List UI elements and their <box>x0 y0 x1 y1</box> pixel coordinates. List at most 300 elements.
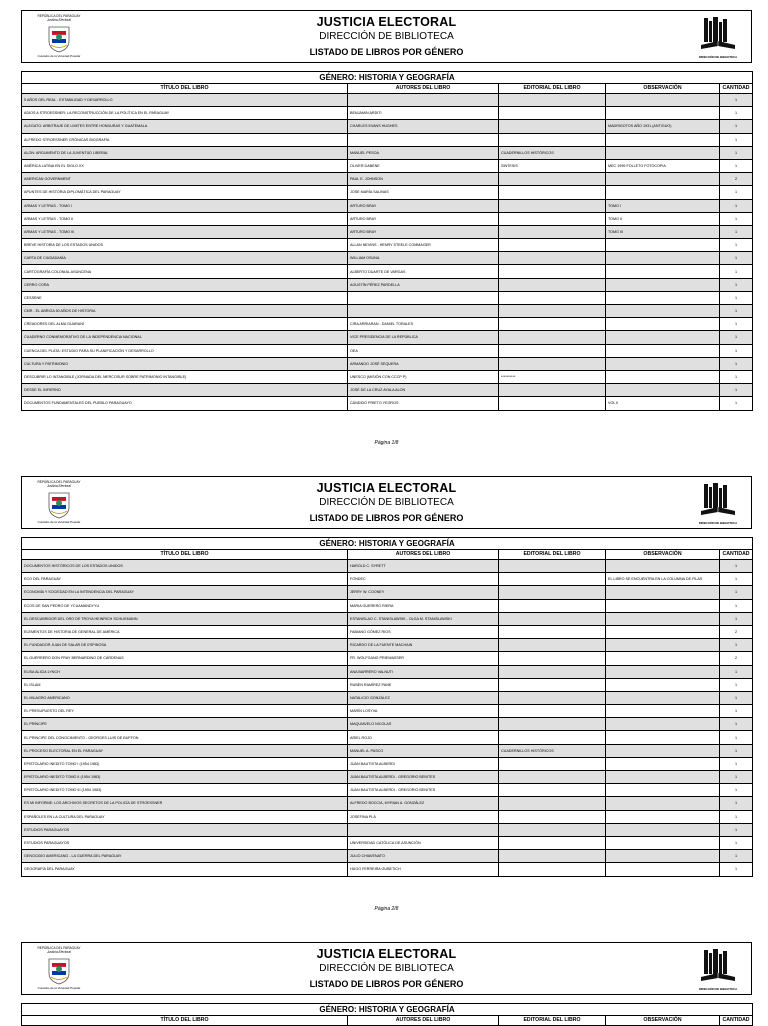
book-quantity-cell: 1 <box>720 639 753 652</box>
table-row <box>22 757 753 770</box>
book-title-cell: DOCUMENTOS FUNDAMENTALES DEL PUEBLO PARAGUAYO <box>22 397 348 410</box>
book-quantity-cell: 1 <box>720 863 753 876</box>
books-table <box>21 1003 753 1026</box>
book-title-cell: DESDE EL INFIERNO <box>22 384 348 397</box>
book-publisher-cell <box>499 639 606 652</box>
page-header <box>21 476 752 529</box>
book-quantity-cell: 1 <box>720 823 753 836</box>
book-observation-cell: TOMO I <box>606 199 720 212</box>
book-observation-cell <box>606 718 720 731</box>
page-number: Página 1/8 <box>374 440 399 446</box>
book-title-cell: EL GUERRERO DON FRAY BERNARDINO DE CÁRDENAS <box>22 652 348 665</box>
page-1 <box>21 10 752 446</box>
library-logo-caption: DIRECCIÓN DE BIBLIOTECA <box>698 987 738 991</box>
table-row <box>22 199 753 212</box>
book-title-cell: ARMAS Y LETRAS - TOMO I <box>22 199 348 212</box>
book-observation-cell <box>606 652 720 665</box>
book-publisher-cell <box>499 823 606 836</box>
book-publisher-cell <box>499 652 606 665</box>
book-observation-cell <box>606 639 720 652</box>
logo-institution: Justicia Electoral <box>47 484 71 488</box>
book-title-cell: ELEMENTOS DE HISTORIA DE GENERAL DE AMÉRICA <box>22 625 348 638</box>
table-row <box>22 265 753 278</box>
book-title-cell: ES MI INFORME: LOS ARCHIVOS SECRETOS DE LA POLICÍA DE STROESSNER <box>22 797 348 810</box>
book-quantity-cell: 1 <box>720 212 753 225</box>
book-quantity-cell: 2 <box>720 173 753 186</box>
book-publisher-cell <box>499 573 606 586</box>
book-authors-cell: MARIA GUERERO RIERA <box>348 599 499 612</box>
book-observation-cell <box>606 318 720 331</box>
book-authors-cell <box>348 305 499 318</box>
book-title-cell: CUENCA DEL PLATA: ESTUDIO PARA SU PLANIFICACIÓN Y DESARROLLO <box>22 344 348 357</box>
book-authors-cell <box>348 94 499 107</box>
book-observation-cell <box>606 239 720 252</box>
book-authors-cell: FABIANO GÓMEZ RIOS <box>348 625 499 638</box>
col-quantity-header: CANTIDAD <box>720 550 753 560</box>
book-observation-cell <box>606 186 720 199</box>
book-quantity-cell: 1 <box>720 225 753 238</box>
book-authors-cell: AGUSTÍN PÉREZ PARDELLA <box>348 278 499 291</box>
book-observation-cell <box>606 823 720 836</box>
book-title-cell: CREADORES DEL ALMA GUARANÍ <box>22 318 348 331</box>
book-publisher-cell <box>499 384 606 397</box>
book-publisher-cell <box>499 836 606 849</box>
col-observation-header: OBSERVACIÓN <box>606 550 720 560</box>
book-quantity-cell: 1 <box>720 784 753 797</box>
book-authors-cell: BENJAMIN ARDITI <box>348 107 499 120</box>
table-row <box>22 357 753 370</box>
book-publisher-cell <box>499 850 606 863</box>
col-quantity-header: CANTIDAD <box>720 1016 753 1026</box>
book-publisher-cell <box>499 120 606 133</box>
book-title-cell: ALON: ARGUMENTO DE LA JUVENTUD LIBERAL <box>22 146 348 159</box>
table-row <box>22 159 753 172</box>
page-title: JUSTICIA ELECTORAL <box>316 481 457 495</box>
book-authors-cell: JUAN BAUTISTA ALBERDI - GREGORIO BENITES <box>348 771 499 784</box>
table-row <box>22 836 753 849</box>
col-publisher-header: EDITORIAL DEL LIBRO <box>499 1016 606 1026</box>
table-row <box>22 823 753 836</box>
library-logo-caption: DIRECCIÓN DE BIBLIOTECA <box>698 55 738 59</box>
table-row <box>22 225 753 238</box>
book-quantity-cell: 1 <box>720 278 753 291</box>
book-authors-cell: NATALICIO GONZÁLEZ <box>348 691 499 704</box>
book-quantity-cell: 1 <box>720 305 753 318</box>
book-observation-cell <box>606 731 720 744</box>
book-publisher-cell <box>499 318 606 331</box>
book-quantity-cell: 1 <box>720 599 753 612</box>
book-authors-cell: MANUEL A. PASCO <box>348 744 499 757</box>
table-row <box>22 586 753 599</box>
logo-republic: REPÚBLICA DEL PARAGUAY <box>37 480 81 484</box>
book-quantity-cell: 1 <box>720 560 753 573</box>
book-observation-cell <box>606 305 720 318</box>
book-quantity-cell: 1 <box>720 318 753 331</box>
table-row <box>22 612 753 625</box>
table-row <box>22 278 753 291</box>
table-row <box>22 212 753 225</box>
book-title-cell: EL DESCUBRIDOR DEL ORO DE TROYA HEINRICH SCHLIEMANN <box>22 612 348 625</box>
table-row <box>22 94 753 107</box>
book-observation-cell <box>606 797 720 810</box>
book-quantity-cell: 1 <box>720 757 753 770</box>
book-authors-cell: OEA <box>348 344 499 357</box>
book-authors-cell: RICARDO DE LA FUENTE MACHAIN <box>348 639 499 652</box>
book-authors-cell: MARÍN LOSYVA <box>348 705 499 718</box>
book-quantity-cell: 1 <box>720 771 753 784</box>
col-publisher-header: EDITORIAL DEL LIBRO <box>499 550 606 560</box>
table-row <box>22 797 753 810</box>
col-title-header: TÍTULO DEL LIBRO <box>22 84 348 94</box>
book-quantity-cell: 1 <box>720 678 753 691</box>
book-title-cell: ALFREDO STROESSNER CRÓNICAS BIOGRAFÍA <box>22 133 348 146</box>
book-quantity-cell: 1 <box>720 120 753 133</box>
book-authors-cell <box>348 133 499 146</box>
book-observation-cell <box>606 863 720 876</box>
page-subtitle: DIRECCIÓN DE BIBLIOTECA <box>319 31 454 42</box>
book-publisher-cell <box>499 133 606 146</box>
book-publisher-cell <box>499 612 606 625</box>
book-title-cell: EPISTOLARIO INEDITO TOMO II (1954 1983) <box>22 771 348 784</box>
book-observation-cell <box>606 133 720 146</box>
book-publisher-cell <box>499 239 606 252</box>
book-quantity-cell: 1 <box>720 344 753 357</box>
book-authors-cell: FR. WOLFGANG PRIEWASSER <box>348 652 499 665</box>
book-publisher-cell <box>499 344 606 357</box>
books-table-body <box>22 560 753 877</box>
table-row <box>22 291 753 304</box>
logo-republic: REPÚBLICA DEL PARAGUAY <box>37 14 81 18</box>
genre-heading: GÉNERO: HISTORIA Y GEOGRAFÍA <box>22 1004 753 1016</box>
book-publisher-cell <box>499 225 606 238</box>
book-quantity-cell: 1 <box>720 797 753 810</box>
book-title-cell: AMERICAN GOVERNMENT <box>22 173 348 186</box>
book-observation-cell <box>606 784 720 797</box>
book-title-cell: ARMAS Y LETRAS - TOMO III <box>22 225 348 238</box>
book-authors-cell: HAROLD C. SYRETT <box>348 560 499 573</box>
book-publisher-cell <box>499 252 606 265</box>
table-row <box>22 599 753 612</box>
table-row <box>22 370 753 383</box>
book-quantity-cell: 1 <box>720 744 753 757</box>
book-title-cell: CULTURA Y PATRIMONIO <box>22 357 348 370</box>
book-authors-cell: PAUL E. JOHNSON <box>348 173 499 186</box>
book-observation-cell <box>606 344 720 357</box>
book-quantity-cell: 1 <box>720 357 753 370</box>
book-publisher-cell <box>499 599 606 612</box>
book-title-cell: DOCUMENTOS HISTÓRICOS DE LOS ESTADOS UNIDOS <box>22 560 348 573</box>
page-header <box>21 10 752 63</box>
book-publisher-cell <box>499 186 606 199</box>
book-quantity-cell: 1 <box>720 199 753 212</box>
col-authors-header: AUTORES DEL LIBRO <box>348 1016 499 1026</box>
book-authors-cell: ANA BARRERO VALNUTI <box>348 665 499 678</box>
book-authors-cell: ALBERTO DUARTE DE VARGAS <box>348 265 499 278</box>
book-observation-cell <box>606 691 720 704</box>
book-authors-cell <box>348 291 499 304</box>
book-publisher-cell <box>499 397 606 410</box>
book-publisher-cell <box>499 718 606 731</box>
listing-title: LISTADO DE LIBROS POR GÉNERO <box>309 979 464 989</box>
table-row <box>22 186 753 199</box>
book-quantity-cell: 1 <box>720 665 753 678</box>
book-publisher-cell <box>499 586 606 599</box>
book-title-cell: ESPAÑOLES EN LA CULTURA DEL PARAGUAY <box>22 810 348 823</box>
book-authors-cell: ARTURO BRAY <box>348 225 499 238</box>
table-row <box>22 344 753 357</box>
books-table <box>21 71 753 411</box>
genre-heading: GÉNERO: HISTORIA Y GEOGRAFÍA <box>22 72 753 84</box>
book-title-cell: ELISA ALICIA LYNCH <box>22 665 348 678</box>
book-publisher-cell <box>499 771 606 784</box>
book-authors-cell: ARTURO BRAY <box>348 199 499 212</box>
table-row <box>22 397 753 410</box>
book-quantity-cell: 1 <box>720 705 753 718</box>
book-publisher-cell: SINTESIS <box>499 159 606 172</box>
book-authors-cell: UNIVERSIDAD CATÓLICA DE ASUNCIÓN <box>348 836 499 849</box>
table-row <box>22 239 753 252</box>
table-row <box>22 305 753 318</box>
book-publisher-cell <box>499 678 606 691</box>
col-observation-header: OBSERVACIÓN <box>606 1016 720 1026</box>
book-publisher-cell: CUADERNILLOS HISTÓRICOS <box>499 744 606 757</box>
book-publisher-cell <box>499 199 606 212</box>
book-authors-cell: JOSEFINA PLÁ <box>348 810 499 823</box>
table-row <box>22 705 753 718</box>
book-title-cell: EL PRINCIPE DEL CONOCIMIENTO - GEORGES LUIS DE BUFFON <box>22 731 348 744</box>
book-title-cell: CESSENE <box>22 291 348 304</box>
book-observation-cell <box>606 560 720 573</box>
book-publisher-cell <box>499 691 606 704</box>
table-row <box>22 731 753 744</box>
book-publisher-cell: ********** <box>499 370 606 383</box>
table-row <box>22 625 753 638</box>
table-row <box>22 173 753 186</box>
page-2 <box>21 476 752 912</box>
book-observation-cell <box>606 107 720 120</box>
book-publisher-cell <box>499 107 606 120</box>
book-observation-cell <box>606 771 720 784</box>
book-title-cell: EL PRESUPUESTO DEL REY <box>22 705 348 718</box>
book-observation-cell: MEC 1999 FOLLETO FOTOCOPIA <box>606 159 720 172</box>
book-title-cell: EL PROCESO ELECTORAL EN EL PARAGUAY <box>22 744 348 757</box>
book-authors-cell: WILLIAM OSUNA <box>348 252 499 265</box>
genre-heading: GÉNERO: HISTORIA Y GEOGRAFÍA <box>22 538 753 550</box>
book-publisher-cell <box>499 625 606 638</box>
book-publisher-cell <box>499 265 606 278</box>
book-authors-cell: FONDEC <box>348 573 499 586</box>
library-logo-caption: DIRECCIÓN DE BIBLIOTECA <box>698 521 738 525</box>
book-observation-cell <box>606 810 720 823</box>
library-logo <box>698 947 738 993</box>
book-publisher-cell <box>499 305 606 318</box>
book-quantity-cell: 1 <box>720 384 753 397</box>
table-row <box>22 573 753 586</box>
book-quantity-cell: 1 <box>720 159 753 172</box>
book-observation-cell <box>606 94 720 107</box>
page-subtitle: DIRECCIÓN DE BIBLIOTECA <box>319 497 454 508</box>
book-observation-cell <box>606 625 720 638</box>
book-authors-cell: JUAN BAUTISTA ALBERDI - GREGORIO BENITES <box>348 784 499 797</box>
book-observation-cell: EL LIBRO SE ENCUENTRA EN LA COLUMNA DE FILAS <box>606 573 720 586</box>
book-publisher-cell <box>499 173 606 186</box>
book-title-cell: EL ISLAM <box>22 678 348 691</box>
book-publisher-cell <box>499 94 606 107</box>
book-quantity-cell: 1 <box>720 291 753 304</box>
book-publisher-cell <box>499 797 606 810</box>
book-title-cell: CUADERNO CONMEMORATIVO DE LA INDEPENDENCIA NACIONAL <box>22 331 348 344</box>
book-quantity-cell: 1 <box>720 252 753 265</box>
book-title-cell: AMÉRICA LATINA EN EL SIGLO XX <box>22 159 348 172</box>
col-observation-header: OBSERVACIÓN <box>606 84 720 94</box>
book-observation-cell <box>606 850 720 863</box>
book-authors-cell: JULIO CHIAVENATO <box>348 850 499 863</box>
listing-title: LISTADO DE LIBROS POR GÉNERO <box>309 513 464 523</box>
book-quantity-cell: 1 <box>720 836 753 849</box>
col-publisher-header: EDITORIAL DEL LIBRO <box>499 84 606 94</box>
book-publisher-cell <box>499 665 606 678</box>
page-title: JUSTICIA ELECTORAL <box>316 947 457 961</box>
book-quantity-cell: 1 <box>720 691 753 704</box>
table-row <box>22 252 753 265</box>
book-observation-cell: VOL II <box>606 397 720 410</box>
book-publisher-cell <box>499 705 606 718</box>
book-quantity-cell: 1 <box>720 331 753 344</box>
book-title-cell: EPISTOLARIO INEDITO TOMO III (1954 1983) <box>22 784 348 797</box>
logo-custodian: Custodio de la Voluntad Popular <box>37 54 81 58</box>
book-authors-cell: ALFREDO BOCCIA, MYRIAN A. GONZÁLEZ <box>348 797 499 810</box>
table-row <box>22 810 753 823</box>
page-title: JUSTICIA ELECTORAL <box>316 15 457 29</box>
book-authors-cell: CHARLES EVANS HUGHES <box>348 120 499 133</box>
book-authors-cell: ARTURO BRAY <box>348 212 499 225</box>
book-authors-cell: OLIVER DABENE <box>348 159 499 172</box>
table-row <box>22 771 753 784</box>
book-title-cell: DESCUBRIR LO INTANGIBLE (JORNADA DEL MERCOSUR SOBRE PATRIMONIO INTANGIBLE) <box>22 370 348 383</box>
book-authors-cell: MANUEL PESOA <box>348 146 499 159</box>
book-title-cell: EL MILAGRO AMERICANO <box>22 691 348 704</box>
book-publisher-cell <box>499 278 606 291</box>
book-observation-cell <box>606 744 720 757</box>
book-quantity-cell: 1 <box>720 239 753 252</box>
book-authors-cell: JUAN BAUTISTA ALBERDI <box>348 757 499 770</box>
book-authors-cell: UNESCO (MISIÓN CON CCCP P) <box>348 370 499 383</box>
book-observation-cell <box>606 331 720 344</box>
table-row <box>22 560 753 573</box>
book-observation-cell: TOMO III <box>606 225 720 238</box>
book-publisher-cell <box>499 810 606 823</box>
book-title-cell: ADIOS A STROESSNER: LA RECONSTRUCCIÓN DE LA POLÍTICA EN EL PARAGUAY <box>22 107 348 120</box>
book-quantity-cell: 1 <box>720 370 753 383</box>
book-quantity-cell: 1 <box>720 810 753 823</box>
book-observation-cell <box>606 665 720 678</box>
table-row <box>22 678 753 691</box>
book-title-cell: ALEGATO: ARBITRAJE DE LIMITES ENTRE HONDURAS Y GUATEMALA <box>22 120 348 133</box>
col-title-header: TÍTULO DEL LIBRO <box>22 1016 348 1026</box>
book-observation-cell <box>606 612 720 625</box>
table-row <box>22 331 753 344</box>
col-quantity-header: CANTIDAD <box>720 84 753 94</box>
table-row <box>22 107 753 120</box>
book-quantity-cell: 1 <box>720 586 753 599</box>
table-row <box>22 146 753 159</box>
header-titles <box>22 14 751 59</box>
book-authors-cell: MAQUIAVELO NICOLAS <box>348 718 499 731</box>
book-quantity-cell: 1 <box>720 186 753 199</box>
book-title-cell: CERRO CORA <box>22 278 348 291</box>
table-row <box>22 863 753 876</box>
book-title-cell: ESTUDIOS PARAGUAYOS <box>22 823 348 836</box>
book-title-cell: ARMAS Y LETRAS - TOMO II <box>22 212 348 225</box>
book-title-cell: CMR - EL ABRIGA 50 AÑOS DE HISTORIA <box>22 305 348 318</box>
book-title-cell: ECO DEL PARAGUAY <box>22 573 348 586</box>
book-quantity-cell: 1 <box>720 133 753 146</box>
page-3 <box>21 942 752 1023</box>
table-row <box>22 639 753 652</box>
book-observation-cell <box>606 173 720 186</box>
book-title-cell: ECOS DE SAN PEDRO DE YCUAMANDYYU <box>22 599 348 612</box>
book-observation-cell: MADRIGOTOS AÑO 1931 (ANTIGUO) <box>606 120 720 133</box>
book-quantity-cell: 1 <box>720 146 753 159</box>
book-observation-cell <box>606 705 720 718</box>
book-observation-cell <box>606 370 720 383</box>
book-publisher-cell <box>499 731 606 744</box>
book-observation-cell <box>606 357 720 370</box>
book-observation-cell <box>606 599 720 612</box>
library-logo <box>698 15 738 61</box>
logo-institution: Justicia Electoral <box>47 18 71 22</box>
col-title-header: TÍTULO DEL LIBRO <box>22 550 348 560</box>
book-publisher-cell <box>499 357 606 370</box>
book-authors-cell: RUBEN RAMÍREZ PANE <box>348 678 499 691</box>
book-observation-cell <box>606 265 720 278</box>
book-observation-cell <box>606 291 720 304</box>
page-subtitle: DIRECCIÓN DE BIBLIOTECA <box>319 963 454 974</box>
book-authors-cell: CIRA ARRIARAN - DANIEL TORALES <box>348 318 499 331</box>
book-title-cell: GENOCIDIO AMERICANO - LA GUERRA DEL PARAGUAY <box>22 850 348 863</box>
logo-institution: Justicia Electoral <box>47 950 71 954</box>
table-row <box>22 784 753 797</box>
book-quantity-cell: 1 <box>720 107 753 120</box>
col-authors-header: AUTORES DEL LIBRO <box>348 84 499 94</box>
book-quantity-cell: 2 <box>720 652 753 665</box>
table-row <box>22 133 753 146</box>
books-table <box>21 537 753 877</box>
book-title-cell: CARTA DE CIUDADANÍA <box>22 252 348 265</box>
table-row <box>22 120 753 133</box>
book-authors-cell <box>348 823 499 836</box>
book-quantity-cell: 1 <box>720 94 753 107</box>
book-quantity-cell: 1 <box>720 573 753 586</box>
book-authors-cell: JOSE MARÍA SALINAS <box>348 186 499 199</box>
book-title-cell: ECONOMÍA Y SOCIEDAD EN LA INTENDENCIA DEL PARAGUAY <box>22 586 348 599</box>
book-title-cell: CARTOGRAFÍA COLONIAL ASUNCENA <box>22 265 348 278</box>
book-observation-cell: TOMO II <box>606 212 720 225</box>
book-authors-cell: ARIEL ROJO <box>348 731 499 744</box>
book-publisher-cell <box>499 212 606 225</box>
book-quantity-cell: 2 <box>720 625 753 638</box>
logo-custodian: Custodio de la Voluntad Popular <box>37 520 81 524</box>
book-authors-cell: VICE PRESIDENCIA DE LA REPÚBLICA <box>348 331 499 344</box>
book-authors-cell: JERRY W. COONEY <box>348 586 499 599</box>
book-title-cell: GEOGRAFÍA DEL PARAGUAY <box>22 863 348 876</box>
book-authors-cell: HUGO FERREIRA GUBETICH <box>348 863 499 876</box>
book-observation-cell <box>606 757 720 770</box>
table-row <box>22 665 753 678</box>
book-quantity-cell: 1 <box>720 397 753 410</box>
book-observation-cell <box>606 252 720 265</box>
table-row <box>22 384 753 397</box>
